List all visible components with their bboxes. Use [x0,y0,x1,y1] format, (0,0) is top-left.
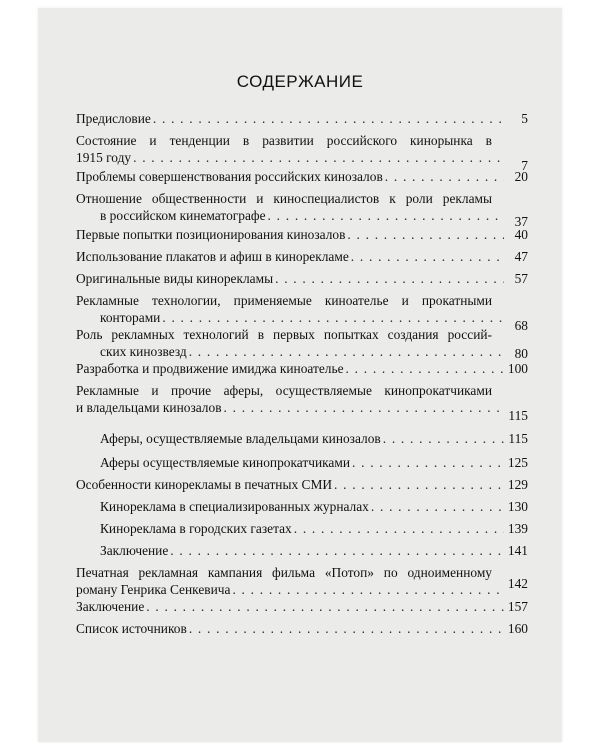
toc-entry-title: Первые попытки позиционирования кинозалов [76,227,346,242]
toc-entry [76,132,528,173]
toc-page-number: 115 [508,431,528,446]
toc-entry [76,620,528,637]
toc-entry [76,190,528,229]
dot-leader [275,270,504,287]
dot-leader [224,399,504,416]
toc-entry [76,360,528,377]
toc-entry-title-cont: конторами [100,310,161,325]
toc-entry [76,292,528,333]
toc-entry-title: Кинореклама в городских газетах [100,521,292,536]
toc-entry-title-cont: в российском кинематографе [100,208,266,223]
toc-page-number: 160 [507,621,528,636]
toc-entry-title: Список источников [76,621,187,636]
toc-page-number: 125 [507,455,528,470]
toc-entry-title: Заключение [76,599,145,614]
toc-entry-title: Отношение общественности и киноспециалистов к роли рекламы [76,191,492,206]
toc-page-number: 139 [507,521,528,536]
toc-subentry [100,430,528,447]
toc-subentry [100,454,528,471]
toc-entry-title: Особенности кинорекламы в печатных СМИ [76,477,333,492]
dot-leader [189,620,504,637]
toc-entry-title-cont: роману Генрика Сенкевича [76,582,231,597]
dot-leader [146,598,504,615]
toc-entry-title: Проблемы совершенствования российских кинозалов [76,169,383,184]
toc-page-number: 157 [507,599,528,614]
toc-entry-title: Рекламные технологии, применяемые кинoателье и прокатными [76,293,492,308]
toc-page-number: 5 [521,111,528,126]
toc-entry [76,226,528,243]
dot-leader [385,168,504,185]
dot-leader [383,430,504,447]
toc-page-number: 57 [514,271,528,286]
toc-entry-title: Аферы осуществляемые кинопрокатчиками [100,455,351,470]
toc-entry-title: Заключение [100,543,169,558]
dot-leader [268,207,504,224]
dot-leader [232,581,504,598]
dot-leader [170,542,504,559]
toc-entry-title: Использование плакатов и афиш в кинорекламе [76,249,349,264]
dot-leader [347,226,504,243]
dot-leader [346,360,504,377]
dot-leader [334,476,504,493]
toc-entry-title: Состояние и тенденции в развитии российского кинорынка в [76,133,492,148]
dot-leader [189,343,504,360]
toc-entry [76,248,528,265]
toc-page-number: 68 [514,318,528,333]
toc-page-number: 130 [507,499,528,514]
toc-page-number: 142 [507,576,528,591]
toc-page-number: 20 [514,169,528,184]
toc-subentry [100,498,528,515]
toc-entry [76,270,528,287]
toc-page-number: 80 [514,346,528,361]
toc-entry-title-cont: и владельцами кинозалов [76,400,222,415]
toc-entry-title: Кинореклама в специализированных журналах [100,499,369,514]
toc-entry [76,476,528,493]
toc-entry-title: Предисловие [76,111,151,126]
toc-page-number: 129 [507,477,528,492]
toc-page-number: 37 [514,214,528,229]
toc-entry-title: Рекламные и прочие аферы, осуществляемые кинопрокатчиками [76,383,492,398]
toc-entry [76,168,528,185]
toc-entry-title: Аферы, осуществляемые владельцами кинозалов [100,431,381,446]
toc-entry-title-cont: 1915 году [76,150,132,165]
toc-entry [76,110,528,127]
toc-entry-title: Оригинальные виды кинорекламы [76,271,274,286]
dot-leader [294,520,504,537]
toc-page-number: 47 [514,249,528,264]
toc-page-number: 7 [521,158,528,173]
toc-entry-title: Роль рекламных технологий в первых попытках создания россий- [76,327,492,342]
toc-entry-title-cont: ских кинозвезд [100,344,187,359]
toc-subentry [100,542,528,559]
table-of-contents [76,0,528,750]
dot-leader [371,498,504,515]
dot-leader [153,110,504,127]
toc-page-number: 100 [507,361,528,376]
toc-entry [76,382,528,423]
toc-page-number: 115 [508,408,528,423]
dot-leader [351,248,504,265]
dot-leader [352,454,504,471]
toc-page-number: 141 [507,543,528,558]
page-title: СОДЕРЖАНИЕ [236,72,364,91]
toc-entry [76,564,528,598]
toc-subentry [100,520,528,537]
toc-entry-title: Разработка и продвижение имиджа киноателье [76,361,344,376]
toc-entry-title: Печатная рекламная кампания фильма «Потоп» по одноименному [76,565,492,580]
toc-entry [76,598,528,615]
toc-page-number: 40 [514,227,528,242]
dot-leader [162,309,504,326]
dot-leader [133,149,504,166]
toc-entry [76,326,528,360]
